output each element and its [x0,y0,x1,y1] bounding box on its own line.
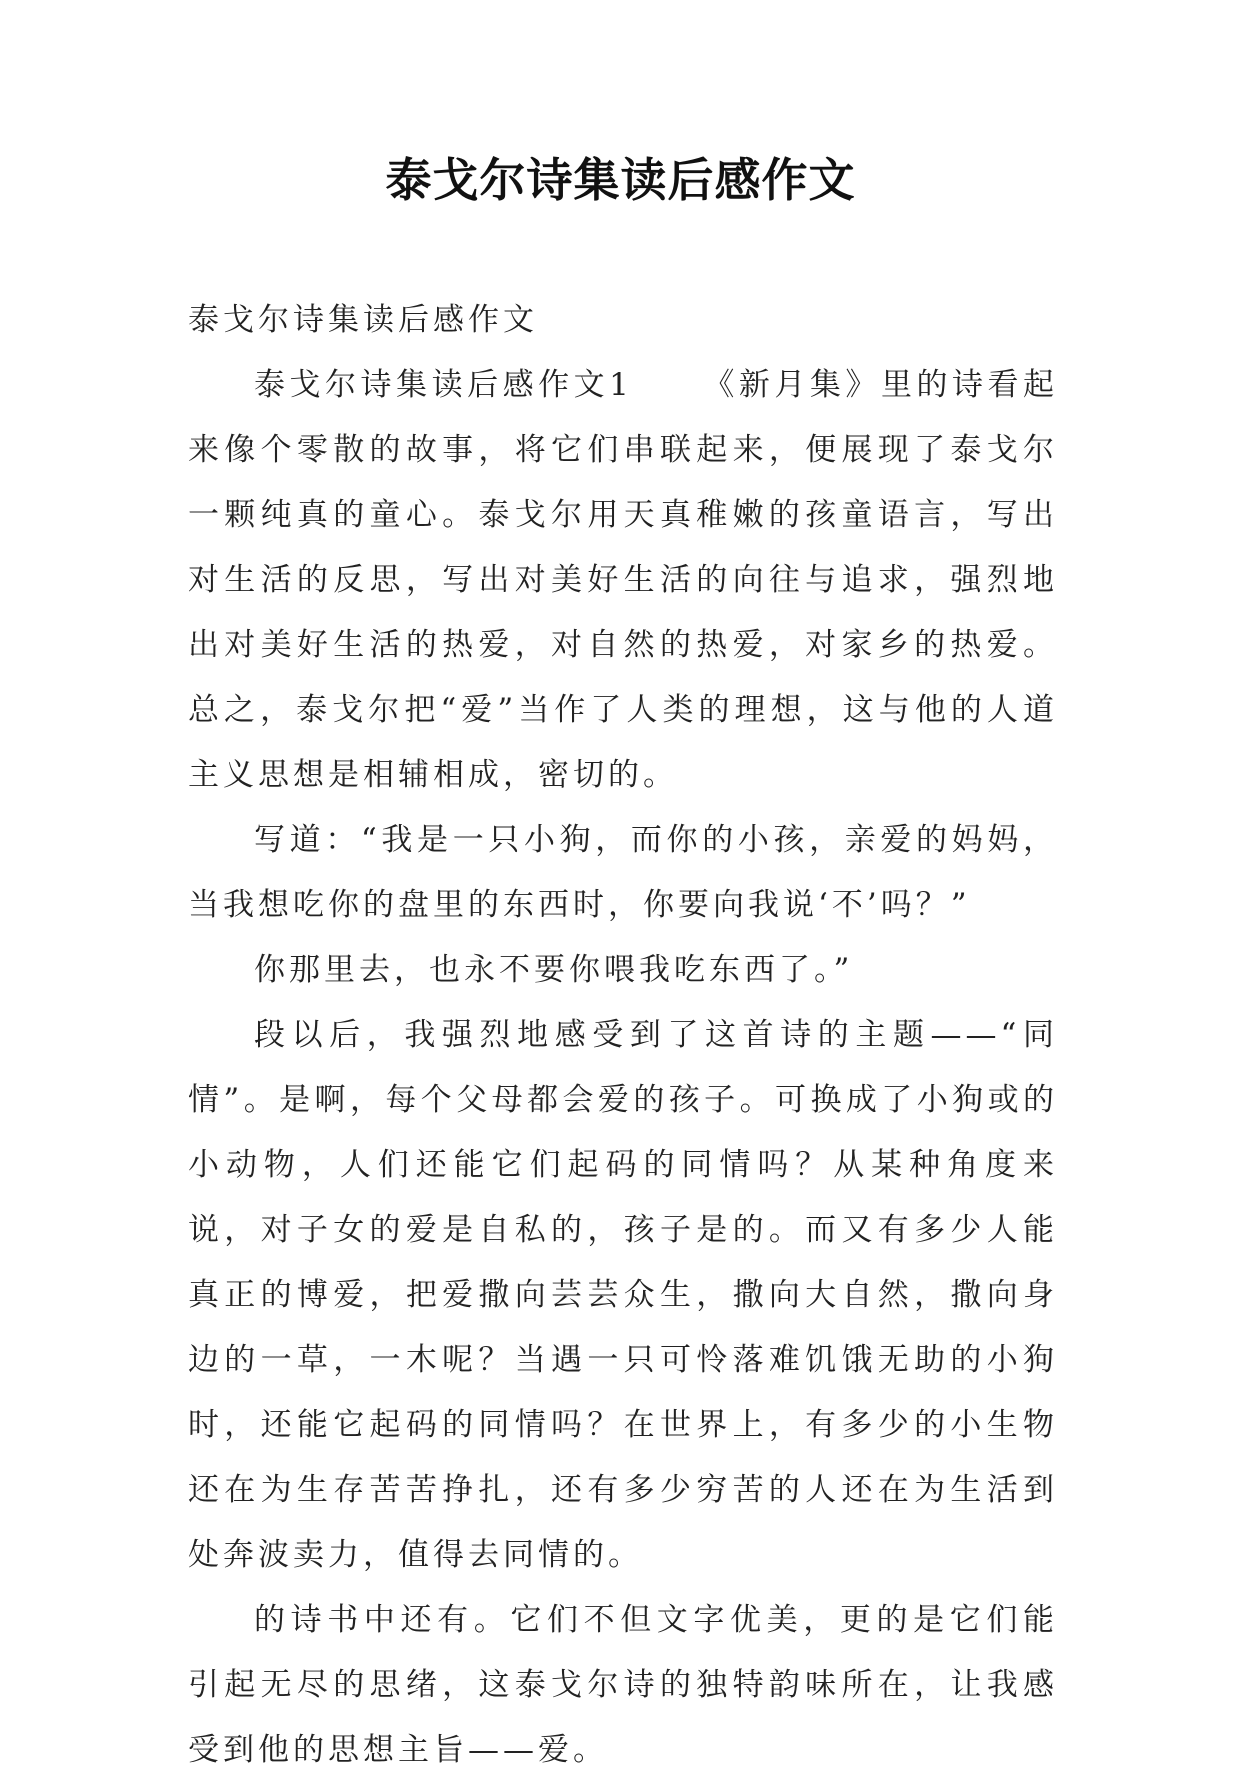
document-subtitle: 泰戈尔诗集读后感作文 [188,302,538,338]
paragraph [188,353,1058,808]
paragraph: 你那里去，也永不要你喂我吃东西了。” [254,952,854,988]
paragraph-text: 《新月集》里的诗看起来像个零散的故事，将它们串联起来，便展现了泰戈尔一颗纯真的童心。泰戈尔用天真稚嫩的孩童语言，写出对生活的反思，写出对美好生活的向往与追求，强烈地出对美好生活的热爱，对自然的热爱，对家乡的热爱。总之，泰戈尔把“爱”当作了人类的理想，这与他的人道主义思想是相辅相成，密切的。 [188,367,1058,793]
essay-heading: 泰戈尔诗集读后感作文1 [254,367,633,403]
paragraph: 的诗书中还有。它们不但文字优美，更的是它们能引起无尽的思绪，这泰戈尔诗的独特韵味所在，让我感受到他的思想主旨——爱。 [188,1602,1058,1768]
paragraph: 段以后，我强烈地感受到了这首诗的主题——“同情”。是啊，每个父母都会爱的孩子。可换成了小狗或的小动物，人们还能它们起码的同情吗？从某种角度来说，对子女的爱是自私的，孩子是的。而又有多少人能真正的博爱，把爱撒向芸芸众生，撒向大自然，撒向身边的一草，一木呢？当遇一只可怜落难饥饿无助的小狗时，还能它起码的同情吗？在世界上，有多少的小生物还在为生存苦苦挣扎，还有多少穷苦的人还在为生活到处奔波卖力，值得去同情的。 [188,1017,1058,1573]
document-body [188,288,1058,1783]
document-title: 泰戈尔诗集读后感作文 [385,153,856,207]
paragraph: 写道：“我是一只小狗，而你的小孩，亲爱的妈妈，当我想吃你的盘里的东西时，你要向我说‘不’吗？” [188,822,1058,923]
